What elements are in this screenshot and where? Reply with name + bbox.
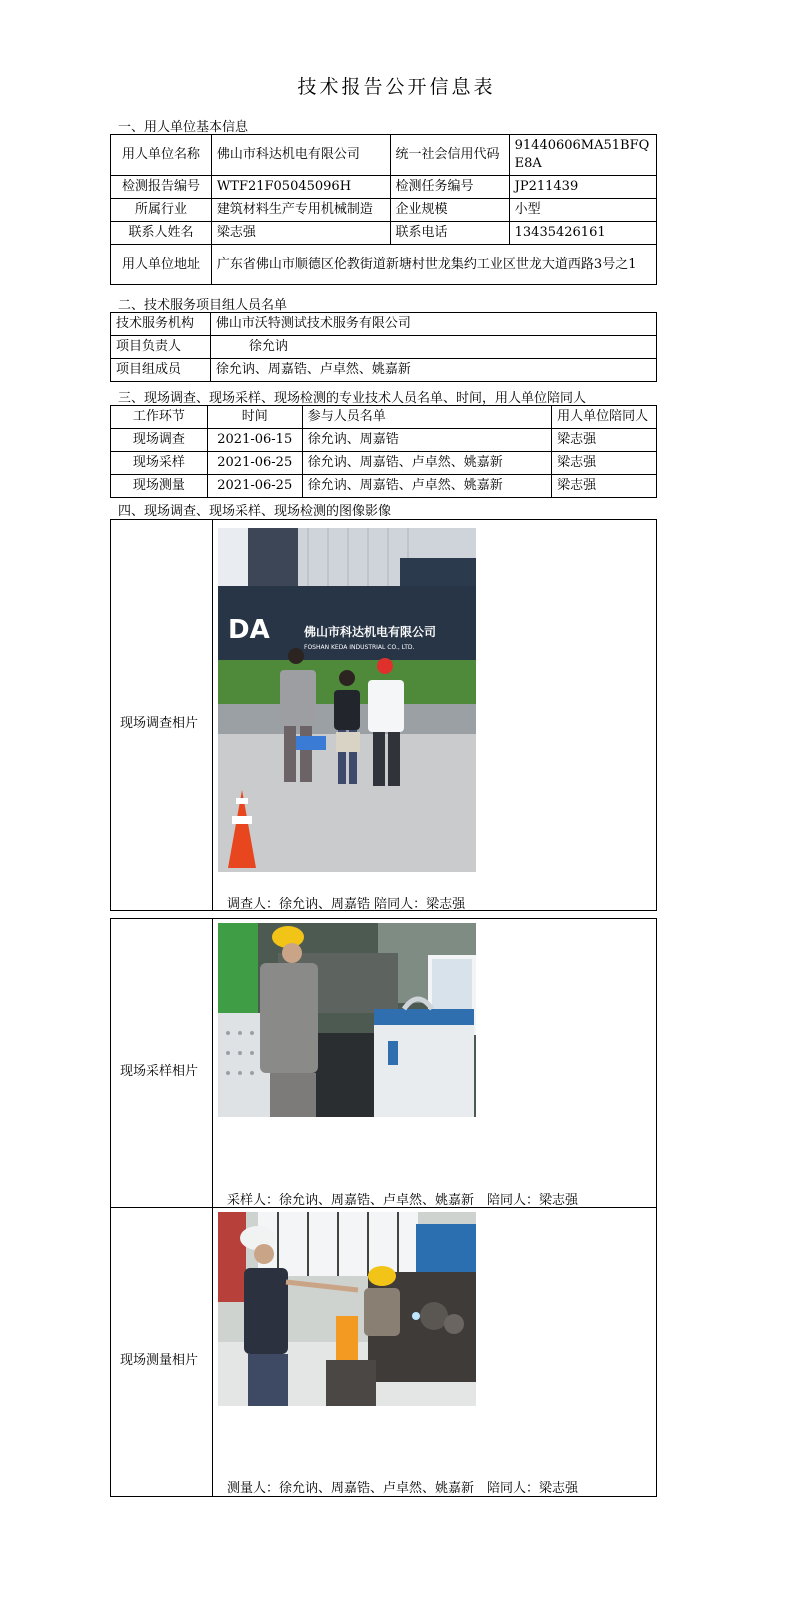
cell: 项目组成员 <box>111 359 211 382</box>
table-row <box>111 429 657 452</box>
caption-measurement: 测量人：徐允讷、周嘉锆、卢卓然、姚嘉新 陪同人：梁志强 <box>227 1481 579 1496</box>
caption-sampling: 采样人：徐允讷、周嘉锆、卢卓然、姚嘉新 陪同人：梁志强 <box>227 1193 579 1208</box>
photo-label-sampling: 现场采样相片 <box>120 1064 199 1079</box>
cell: 建筑材料生产专用机械制造 <box>211 199 390 222</box>
photo-label-survey: 现场调查相片 <box>120 716 199 731</box>
sign-text: 佛山市科达机电有限公司 <box>304 625 437 639</box>
cell: 联系电话 <box>390 222 509 245</box>
section4-heading: 四、现场调查、现场采样、现场检测的图像影像 <box>118 504 392 519</box>
section1-heading: 一、用人单位基本信息 <box>118 120 249 135</box>
address-value: 广东省佛山市顺德区伦教街道新塘村世龙集约工业区世龙大道西路3号之1 <box>211 245 656 285</box>
cell: 用人单位名称 <box>111 135 212 176</box>
table-row <box>111 452 657 475</box>
address-label: 用人单位地址 <box>111 245 212 285</box>
header-cell: 参与人员名单 <box>302 406 551 429</box>
table-row <box>111 336 657 359</box>
cell: 2021-06-15 <box>207 429 302 452</box>
survey-photo <box>218 528 476 872</box>
cell: 联系人姓名 <box>111 222 212 245</box>
sign-subtext: FOSHAN KEDA INDUSTRIAL CO., LTD. <box>304 644 415 651</box>
table-row <box>111 359 657 382</box>
cell: 徐允讷 <box>210 336 656 359</box>
team-table <box>110 312 657 382</box>
cell: 检测任务编号 <box>390 176 509 199</box>
header-cell: 用人单位陪同人 <box>552 406 657 429</box>
page-title: 技术报告公开信息表 <box>297 76 496 98</box>
table-row <box>111 313 657 336</box>
cell: 梁志强 <box>552 429 657 452</box>
cell: 技术服务机构 <box>111 313 211 336</box>
cell: 检测报告编号 <box>111 176 212 199</box>
staff-table <box>110 405 657 498</box>
table-row <box>111 199 657 222</box>
basic-info-table <box>110 134 657 285</box>
cell: 梁志强 <box>211 222 390 245</box>
cell: 2021-06-25 <box>207 475 302 498</box>
measurement-photo <box>218 1212 476 1406</box>
cell: 企业规模 <box>390 199 509 222</box>
table-row <box>111 176 657 199</box>
section2-heading: 二、技术服务项目组人员名单 <box>118 298 288 313</box>
cell: 现场调查 <box>111 429 208 452</box>
cell: 现场采样 <box>111 452 208 475</box>
cell: 13435426161 <box>509 222 656 245</box>
cell: 项目负责人 <box>111 336 211 359</box>
table-header-row <box>111 406 657 429</box>
cell: 所属行业 <box>111 199 212 222</box>
caption-survey: 调查人：徐允讷、周嘉锆 陪同人：梁志强 <box>227 897 466 912</box>
cell: 梁志强 <box>552 452 657 475</box>
cell: 91440606MA51BFQE8A <box>509 135 656 176</box>
cell: 徐允讷、周嘉锆 <box>302 429 551 452</box>
table-row <box>111 222 657 245</box>
header-cell: 工作环节 <box>111 406 208 429</box>
cell: 现场测量 <box>111 475 208 498</box>
cell: 徐允讷、周嘉锆、卢卓然、姚嘉新 <box>302 475 551 498</box>
table-row <box>111 135 657 176</box>
cell: 佛山市沃特测试技术服务有限公司 <box>210 313 656 336</box>
cell: 小型 <box>509 199 656 222</box>
cell: 徐允讷、周嘉锆、卢卓然、姚嘉新 <box>210 359 656 382</box>
section3-heading: 三、现场调查、现场采样、现场检测的专业技术人员名单、时间，用人单位陪同人 <box>118 391 587 406</box>
table-row <box>111 245 657 285</box>
cell: 佛山市科达机电有限公司 <box>211 135 390 176</box>
header-cell: 时间 <box>207 406 302 429</box>
sampling-photo <box>218 923 476 1117</box>
cell: 2021-06-25 <box>207 452 302 475</box>
svg-text:DA: DA <box>228 615 270 645</box>
cell: 徐允讷、周嘉锆、卢卓然、姚嘉新 <box>302 452 551 475</box>
cell: WTF21F05045096H <box>211 176 390 199</box>
photo-label-measurement: 现场测量相片 <box>120 1353 199 1368</box>
cell: 统一社会信用代码 <box>390 135 509 176</box>
cell: JP211439 <box>509 176 656 199</box>
table-row <box>111 475 657 498</box>
cell: 梁志强 <box>552 475 657 498</box>
